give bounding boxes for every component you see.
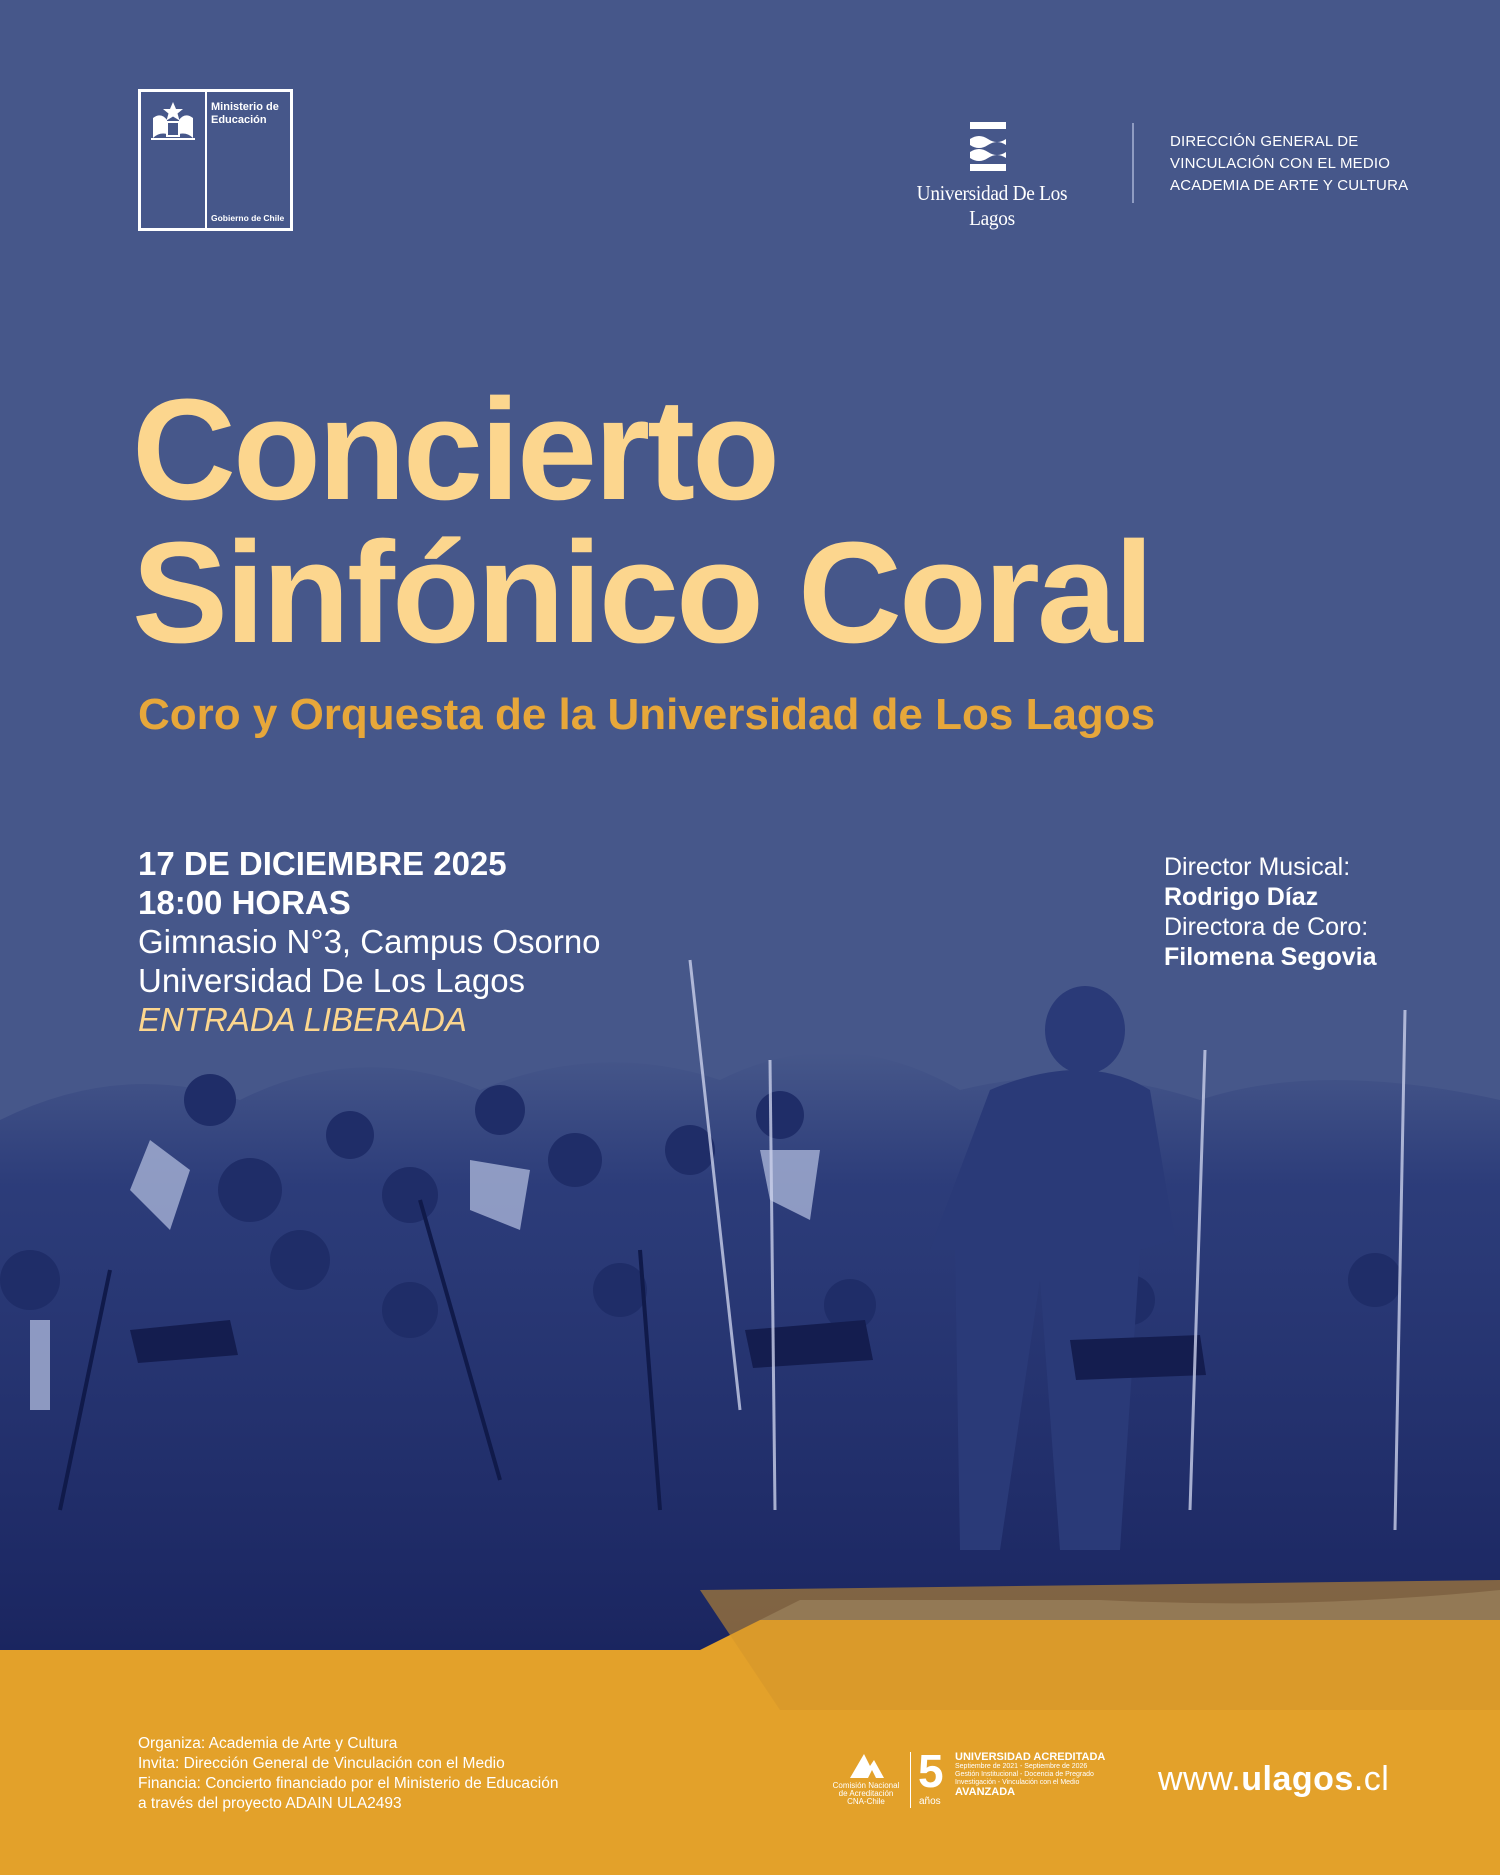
footer-info — [138, 1734, 558, 1814]
musical-director-name: Rodrigo Díaz — [1164, 883, 1319, 911]
department-line-2: VINCULACIÓN CON EL MEDIO — [1170, 155, 1391, 172]
chile-crest-icon — [147, 98, 199, 142]
musical-director-label: Director Musical: — [1164, 853, 1351, 881]
funding-line: Financia: Concierto financiado por el Ministerio de Educación — [138, 1775, 559, 1792]
government-label: Gobierno de Chile — [211, 213, 285, 223]
event-venue: Gimnasio N°3, Campus Osorno — [138, 923, 601, 960]
organizer-line: Organiza: Academia de Arte y Cultura — [138, 1735, 398, 1752]
cna-logo-icon — [848, 1752, 886, 1780]
website-prefix: www. — [1158, 1760, 1242, 1798]
invite-line: Invita: Dirección General de Vinculación con el Medio — [138, 1755, 505, 1772]
cna-text — [820, 1782, 912, 1806]
accreditation-areas-1: Gestión Institucional - Docencia de Pregrado — [955, 1771, 1094, 1778]
mineduc-logo — [138, 89, 293, 231]
cna-line-2: de Acreditación — [838, 1789, 894, 1798]
cna-line-3: CNA-Chile — [847, 1797, 885, 1806]
department-block — [1170, 131, 1408, 197]
accreditation-divider — [910, 1752, 911, 1808]
accreditation-title: UNIVERSIDAD ACREDITADA — [955, 1751, 1106, 1763]
event-date: 17 DE DICIEMBRE 2025 — [138, 845, 507, 882]
header-divider — [1132, 123, 1134, 203]
accreditation-period: Septiembre de 2021 - Septiembre de 2026 — [955, 1763, 1088, 1770]
concert-subtitle: Coro y Orquesta de la Universidad de Los Lagos — [138, 690, 1156, 739]
title-line-2: Sinfónico Coral — [132, 512, 1152, 673]
department-line-1: DIRECCIÓN GENERAL DE — [1170, 133, 1359, 150]
ministry-title: Ministerio de Educación — [211, 101, 279, 126]
university-name: Universidad De Los Lagos — [916, 181, 1068, 230]
department-line-3: ACADEMIA DE ARTE Y CULTURA — [1170, 177, 1409, 194]
funding-line-cont: a través del proyecto ADAIN ULA2493 — [138, 1795, 402, 1812]
concert-title — [132, 369, 1152, 673]
logo-divider — [205, 92, 207, 228]
website-domain: ulagos — [1241, 1760, 1354, 1798]
event-time: 18:00 HORAS — [138, 884, 351, 921]
accreditation-areas-2: Investigación - Vinculación con el Medio — [955, 1779, 1080, 1786]
website-link[interactable] — [1158, 1760, 1389, 1799]
admission-label: ENTRADA LIBERADA — [138, 1001, 467, 1038]
accreditation-block — [955, 1752, 1105, 1798]
accreditation-level: AVANZADA — [955, 1786, 1016, 1798]
orchestra-photo — [0, 950, 1500, 1710]
accreditation-years-label: años — [919, 1796, 941, 1807]
choir-director-name: Filomena Segovia — [1164, 943, 1377, 971]
ulagos-waves-icon — [968, 122, 1008, 172]
choir-director-label: Directora de Coro: — [1164, 913, 1369, 941]
website-suffix: .cl — [1353, 1760, 1390, 1798]
accreditation-years: 5 — [918, 1745, 944, 1797]
cna-line-1: Comisión Nacional — [832, 1781, 900, 1790]
event-institution: Universidad De Los Lagos — [138, 962, 526, 999]
title-line-1: Concierto — [132, 369, 778, 530]
